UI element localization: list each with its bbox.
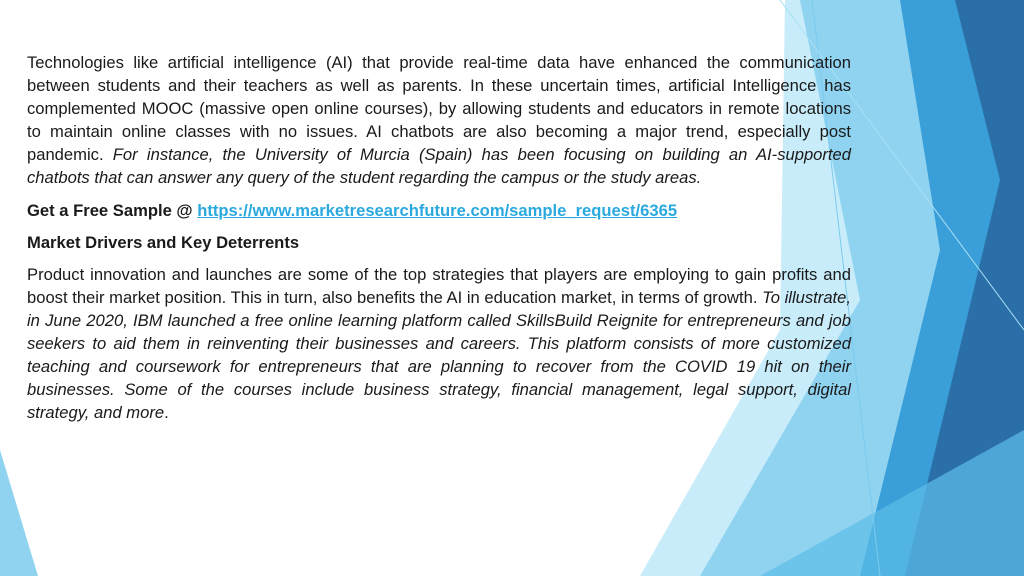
- slide-text-body: [27, 51, 851, 424]
- free-sample-label: Get a Free Sample @: [27, 200, 198, 220]
- paragraph2-end: .: [164, 403, 169, 423]
- paragraph1-normal: Technologies like artificial intelligence (AI) that provide real-time data have enhanced the communication between students and their teachers as well as parents. In these uncertain times, artificial Intelligence has complemented MOOC (massive open online courses), by allowing students and educators in remote locations to maintain online classes with no issues. AI chatbots are also becoming a major trend, especially post pandemic.: [27, 53, 851, 165]
- bg-shape-left-accent: [0, 450, 38, 576]
- section-heading: Market Drivers and Key Deterrents: [27, 232, 300, 252]
- paragraph1-italic: For instance, the University of Murcia (Spain) has been focusing on building an AI-supported chatbots that can answer any query of the student regarding the campus or the study areas.: [27, 145, 852, 188]
- free-sample-line: [27, 199, 851, 222]
- sample-request-link[interactable]: https://www.marketresearchfuture.com/sample_request/6365: [197, 200, 678, 220]
- paragraph-ai-realtime: [27, 51, 851, 190]
- paragraph2-italic: To illustrate, in June 2020, IBM launched a free online learning platform called SkillsBuild Reignite for entrepreneurs and job seekers to aid them in reinventing their businesses and careers. This platform consists of more customized teaching and coursework for entrepreneurs that are planning to recover from the COVID 19 hit on their businesses. Some of the courses include business strategy, financial management, legal support, digital strategy, and more: [27, 287, 851, 423]
- paragraph-market-drivers: [27, 263, 851, 425]
- paragraph2-normal: Product innovation and launches are some of the top strategies that players are employing to gain profits and boost their market position. This in turn, also benefits the AI in education market, in terms of growth.: [27, 264, 851, 307]
